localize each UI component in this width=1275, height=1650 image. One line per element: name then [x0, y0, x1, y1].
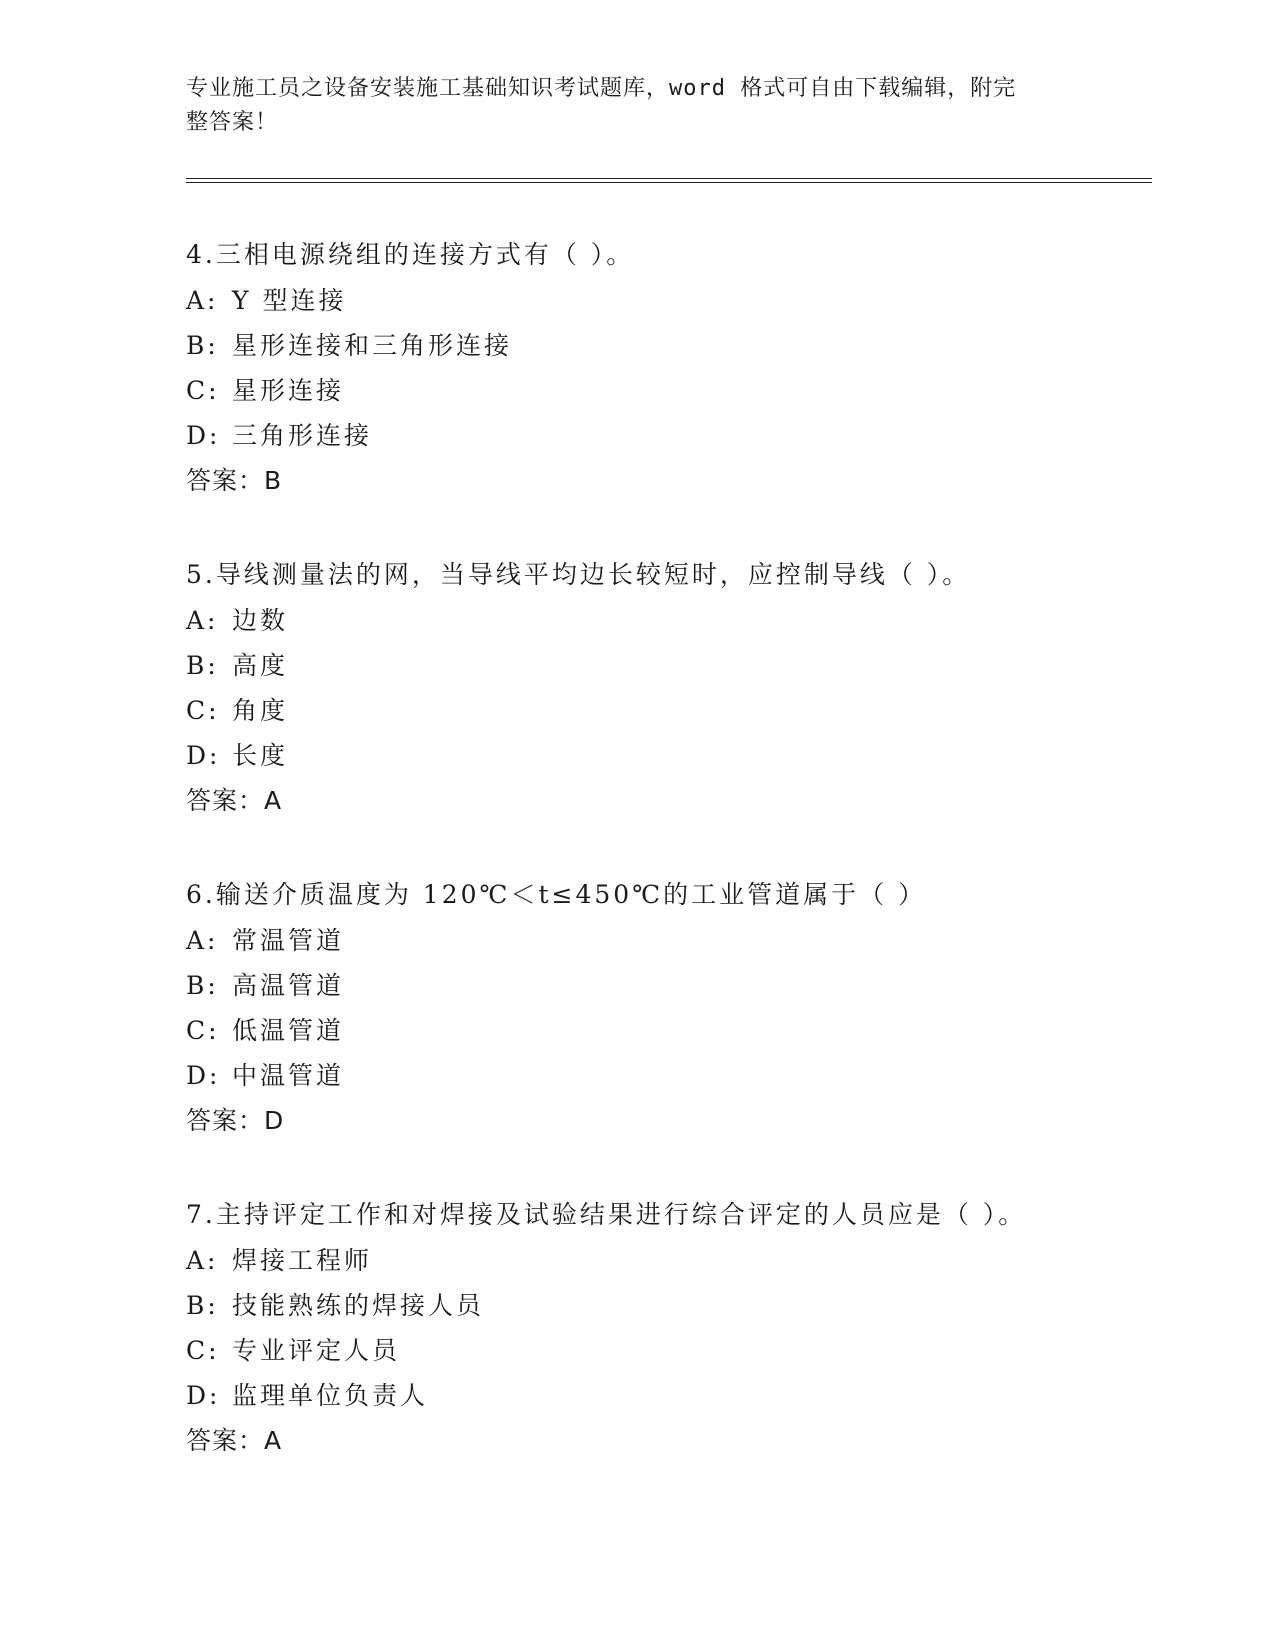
option-text: 高温管道	[232, 971, 345, 1000]
option-letter: C:	[186, 376, 220, 405]
option-letter: C:	[186, 696, 220, 725]
option-letter: D:	[186, 421, 221, 450]
question-stem: 6.输送介质温度为 120℃＜t≤450℃的工业管道属于（ ）	[186, 880, 927, 909]
option-d	[186, 1053, 1166, 1098]
option-letter: B:	[186, 1291, 219, 1320]
option-text: 常温管道	[232, 926, 345, 955]
question-6	[186, 872, 1166, 1144]
option-text: Y 型连接	[232, 286, 347, 315]
option-text: 专业评定人员	[232, 1336, 401, 1365]
option-text: 长度	[232, 741, 289, 770]
option-a	[186, 278, 1166, 323]
option-a	[186, 598, 1166, 643]
option-letter: A:	[186, 606, 219, 635]
option-text: 低温管道	[232, 1016, 345, 1045]
option-text: 监理单位负责人	[232, 1381, 429, 1410]
answer-line: 答案：A	[186, 1426, 283, 1455]
option-letter: C:	[186, 1016, 220, 1045]
document-header	[186, 72, 1066, 140]
option-b	[186, 963, 1166, 1008]
option-text: 星形连接和三角形连接	[232, 331, 513, 360]
option-c	[186, 1008, 1166, 1053]
question-stem: 4.三相电源绕组的连接方式有（ ）。	[186, 240, 635, 269]
header-divider-top	[186, 178, 1152, 179]
option-a	[186, 918, 1166, 963]
question-stem: 7.主持评定工作和对焊接及试验结果进行综合评定的人员应是（ ）。	[186, 1200, 1027, 1229]
question-5	[186, 552, 1166, 824]
option-a	[186, 1238, 1166, 1283]
option-b	[186, 1283, 1166, 1328]
option-c	[186, 1328, 1166, 1373]
option-text: 边数	[232, 606, 289, 635]
header-line-1: 专业施工员之设备安装施工基础知识考试题库，word 格式可自由下载编辑，附完	[186, 76, 1017, 101]
answer-line: 答案：A	[186, 786, 283, 815]
question-stem: 5.导线测量法的网，当导线平均边长较短时，应控制导线（ ）。	[186, 560, 971, 589]
answer-line: 答案：D	[186, 1106, 285, 1135]
option-text: 星形连接	[232, 376, 345, 405]
question-4	[186, 232, 1166, 504]
option-d	[186, 413, 1166, 458]
option-letter: B:	[186, 971, 219, 1000]
option-text: 焊接工程师	[232, 1246, 373, 1275]
header-line-2: 整答案！	[186, 110, 279, 135]
option-text: 技能熟练的焊接人员	[232, 1291, 485, 1320]
option-letter: A:	[186, 286, 219, 315]
header-divider-bottom	[186, 182, 1152, 183]
option-d	[186, 733, 1166, 778]
option-letter: D:	[186, 741, 221, 770]
option-letter: B:	[186, 651, 219, 680]
option-c	[186, 688, 1166, 733]
option-d	[186, 1373, 1166, 1418]
option-text: 高度	[232, 651, 289, 680]
option-text: 中温管道	[232, 1061, 345, 1090]
option-letter: B:	[186, 331, 219, 360]
option-letter: D:	[186, 1061, 221, 1090]
option-b	[186, 323, 1166, 368]
option-letter: A:	[186, 926, 219, 955]
option-letter: A:	[186, 1246, 219, 1275]
answer-line: 答案：B	[186, 466, 283, 495]
option-letter: D:	[186, 1381, 221, 1410]
option-letter: C:	[186, 1336, 220, 1365]
question-7	[186, 1192, 1166, 1464]
option-c	[186, 368, 1166, 413]
option-text: 角度	[232, 696, 289, 725]
option-text: 三角形连接	[232, 421, 373, 450]
option-b	[186, 643, 1166, 688]
